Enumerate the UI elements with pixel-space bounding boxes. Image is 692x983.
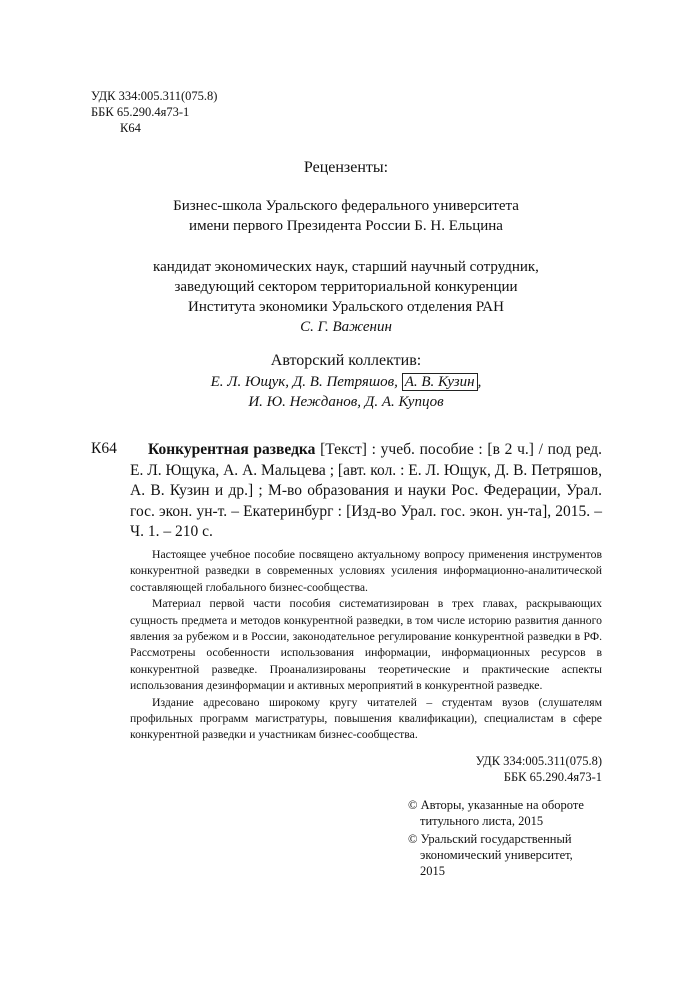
footer-udk-code: УДК 334:005.311(075.8) xyxy=(475,754,602,768)
annotation-paragraph-1: Настоящее учебное пособие посвящено актуальному вопросу применения инструментов конкурентной разведки в современных условиях усиления информационно-аналитической составляющей глобального бизнес-сообщества. xyxy=(130,548,602,594)
reviewer-organization xyxy=(0,196,692,236)
authors-line-1-start: Е. Л. Ющук, Д. В. Петряшов, xyxy=(210,374,402,390)
bibliographic-description xyxy=(130,440,602,543)
author-sign: К64 xyxy=(120,121,141,135)
copyright-authors-line-2: титульного листа, 2015 xyxy=(420,814,544,828)
footer-bbk-code: ББК 65.290.4я73-1 xyxy=(503,770,602,784)
annotation-paragraph-3: Издание адресовано широкому кругу читателей – студентам вузов (слушателям профильных программ магистратуры, повышения квалификации), специалистам в сфере конкурентной разведки и участникам бизнес-сообщества. xyxy=(130,695,602,742)
copyright-block xyxy=(408,797,608,881)
annotation xyxy=(130,547,602,744)
authors-line-2: И. Ю. Нежданов, Д. А. Купцов xyxy=(248,394,444,410)
udk-code: УДК 334:005.311(075.8) xyxy=(91,89,218,103)
authors-list xyxy=(0,372,692,412)
reviewer-org-line-1: Бизнес-школа Уральского федерального университета xyxy=(173,198,519,214)
header-classification-codes xyxy=(91,88,217,136)
reviewers-title: Рецензенты: xyxy=(303,159,389,176)
reviewer-person xyxy=(0,257,692,337)
bibliographic-details: [Текст] : учеб. пособие : [в 2 ч.] / под ред. Е. Л. Ющука, А. А. Мальцева ; [авт. кол. : Е. Л. Ющук, Д. В. Петряшов, А. В. Кузин и др.] ; М-во образования и науки Рос. Федерации, Урал. гос. экон. ун-т. – Екатеринбург : [Изд-во Урал. гос. экон. ун-та], 2015. – Ч. 1. – 210 с. xyxy=(130,441,603,540)
highlighted-author: А. В. Кузин xyxy=(402,373,478,391)
book-title: Конкурентная разведка xyxy=(148,441,316,458)
reviewer-person-line-2: заведующий сектором территориальной конкуренции xyxy=(174,279,518,295)
authors-line-1-end: , xyxy=(477,374,482,390)
bibliography-sign: К64 xyxy=(91,440,117,457)
copyright-authors xyxy=(408,797,608,829)
copyright-authors-line-1: © Авторы, указанные на обороте xyxy=(408,798,584,812)
authors-line-1 xyxy=(0,372,692,392)
reviewer-person-name: С. Г. Важенин xyxy=(300,319,392,335)
authors-title: Авторский коллектив: xyxy=(270,352,422,369)
copyright-university xyxy=(408,831,608,879)
reviewer-person-line-3: Института экономики Уральского отделения РАН xyxy=(188,299,504,315)
annotation-paragraph-2: Материал первой части пособия систематизирован в трех главах, раскрывающих сущность предмета и методов конкурентной разведки, в том числе историю развития данного явления за рубежом и в России, законодательное регулирование конкурентной разведки в РФ. Рассмотрены особенности использования информации, информационных ресурсов в конкурентной разведке. Проанализированы теоретические и практические аспекты использования дезинформации и активных мероприятий в конкурентной разведке. xyxy=(130,597,602,693)
copyright-university-line-1: © Уральский государственный xyxy=(408,832,572,846)
reviewer-org-line-2: имени первого Президента России Б. Н. Ельцина xyxy=(189,218,503,234)
footer-classification-codes xyxy=(476,753,602,785)
reviewer-person-line-1: кандидат экономических наук, старший научный сотрудник, xyxy=(153,259,539,275)
copyright-university-line-3: 2015 xyxy=(420,864,445,878)
copyright-university-line-2: экономический университет, xyxy=(420,848,573,862)
bbk-code: ББК 65.290.4я73-1 xyxy=(91,105,190,119)
